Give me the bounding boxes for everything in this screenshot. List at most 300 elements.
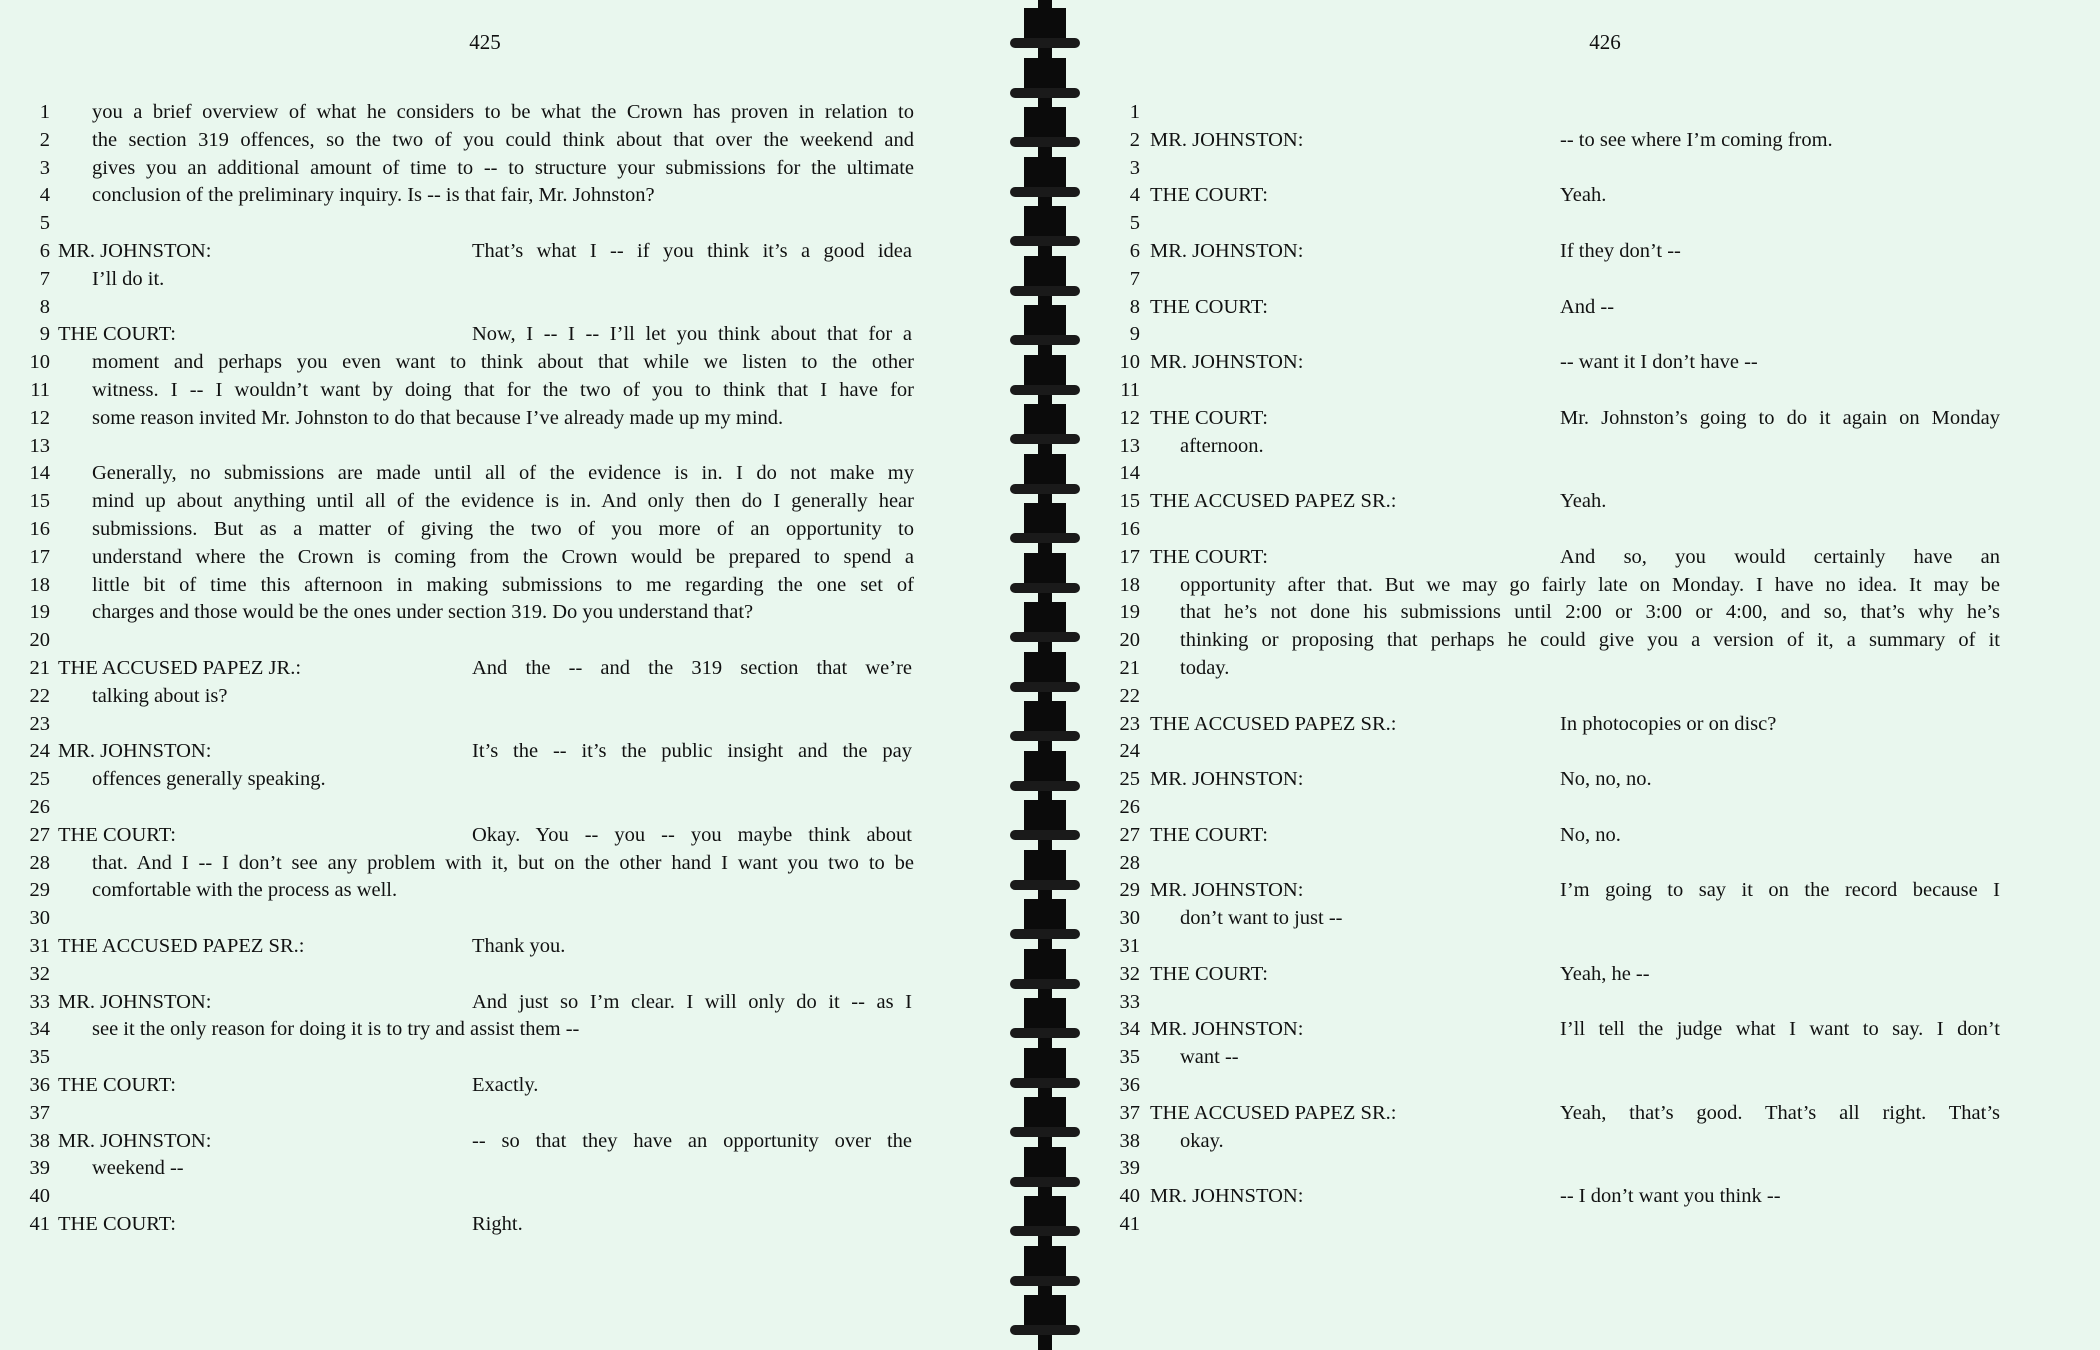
line-number: 3	[1129, 156, 1140, 179]
line-number: 18	[1119, 573, 1140, 596]
binding-coil	[1024, 157, 1066, 187]
transcript-line	[1090, 293, 2100, 321]
binding-ring	[1010, 880, 1080, 890]
line-number: 2	[39, 128, 50, 151]
speaker-label: THE COURT:	[1150, 962, 1268, 985]
line-text: It’s the -- it’s the public insight and the pay	[472, 740, 912, 763]
line-number: 34	[1119, 1018, 1140, 1041]
line-number: 27	[29, 823, 50, 846]
line-text: -- to see where I’m coming from.	[1560, 128, 1833, 151]
transcript-line	[0, 654, 1000, 682]
transcript-line	[1090, 904, 2100, 932]
speaker-label: THE COURT:	[58, 323, 176, 346]
line-text: Yeah.	[1560, 490, 1607, 513]
binding-ring	[1010, 731, 1080, 741]
line-text: some reason invited Mr. Johnston to do that because I’ve already made up my mind.	[92, 406, 784, 429]
line-text: -- so that they have an opportunity over the	[472, 1129, 912, 1152]
transcript-line	[0, 293, 1000, 321]
line-number: 1	[1129, 101, 1140, 123]
transcript-line	[1090, 181, 2100, 209]
binding-coil	[1024, 1097, 1066, 1127]
transcript-line	[0, 320, 1000, 348]
line-number: 22	[1119, 684, 1140, 707]
binding-ring	[1010, 335, 1080, 345]
line-number: 39	[1119, 1157, 1140, 1180]
speaker-label: THE ACCUSED PAPEZ SR.:	[1150, 490, 1397, 513]
transcript-line	[1090, 1210, 2100, 1238]
speaker-label: THE COURT:	[1150, 295, 1268, 318]
line-number: 16	[29, 518, 50, 540]
line-text: Exactly.	[472, 1074, 539, 1096]
line-number: 40	[1119, 1185, 1140, 1208]
line-number: 22	[29, 684, 50, 707]
line-text: thinking or proposing that perhaps he could give you a version of it, a summary of it	[1180, 629, 2000, 652]
line-text: That’s what I -- if you think it’s a good idea	[472, 240, 912, 262]
speaker-label: MR. JOHNSTON:	[58, 990, 212, 1013]
transcript-line	[1090, 237, 2100, 265]
transcript-line	[1090, 98, 2100, 126]
line-text: want --	[1180, 1046, 1239, 1069]
transcript-line	[1090, 793, 2100, 821]
binding-coil	[1024, 8, 1066, 38]
line-text: you a brief overview of what he considers to be what the Crown has proven in relation to	[92, 101, 914, 123]
transcript-page-right	[1090, 0, 2100, 1350]
line-text: No, no.	[1560, 823, 1621, 846]
line-number: 34	[29, 1018, 50, 1041]
speaker-label: MR. JOHNSTON:	[1150, 351, 1304, 374]
line-number: 23	[1119, 712, 1140, 735]
binding-coil	[1024, 1246, 1066, 1276]
transcript-line	[1090, 654, 2100, 682]
transcript-line	[0, 904, 1000, 932]
line-number: 4	[39, 184, 50, 207]
binding-coil	[1024, 58, 1066, 88]
line-text: that. And I -- I don’t see any problem with it, but on the other hand I want you two to be	[92, 851, 914, 874]
binding-coil	[1024, 751, 1066, 781]
speaker-label: MR. JOHNSTON:	[1150, 879, 1304, 902]
transcript-line	[1090, 1043, 2100, 1071]
line-number: 11	[1120, 379, 1140, 401]
transcript-line	[0, 487, 1000, 515]
speaker-label: THE COURT:	[58, 823, 176, 846]
binding-ring	[1010, 1028, 1080, 1038]
line-number: 7	[1129, 267, 1140, 290]
transcript-line	[0, 876, 1000, 904]
line-number: 9	[39, 323, 50, 346]
transcript-line	[1090, 1071, 2100, 1099]
line-number: 17	[1119, 545, 1140, 568]
transcript-line	[0, 710, 1000, 738]
line-text: If they don’t --	[1560, 240, 1681, 262]
transcript-line	[0, 1099, 1000, 1127]
transcript-line	[1090, 737, 2100, 765]
line-text: And the -- and the 319 section that we’re	[472, 657, 912, 679]
line-number: 25	[1119, 768, 1140, 791]
line-number: 41	[29, 1213, 50, 1235]
transcript-line	[1090, 1015, 2100, 1043]
transcript-line	[0, 1071, 1000, 1099]
line-number: 24	[1119, 740, 1140, 763]
speaker-label: THE COURT:	[1150, 184, 1268, 207]
binding-ring	[1010, 682, 1080, 692]
line-text: that he’s not done his submissions until 2:00 or 3:00 or 4:00, and so, that’s why he’s	[1180, 601, 2000, 624]
line-text: conclusion of the preliminary inquiry. Is -- is that fair, Mr. Johnston?	[92, 184, 655, 207]
line-text: talking about is?	[92, 684, 228, 707]
transcript-line	[0, 543, 1000, 571]
line-number: 4	[1129, 184, 1140, 207]
binding-coil	[1024, 701, 1066, 731]
binding-ring	[1010, 1127, 1080, 1137]
line-number: 41	[1119, 1213, 1140, 1235]
binding-ring	[1010, 137, 1080, 147]
line-text: In photocopies or on disc?	[1560, 712, 1777, 735]
line-text: Yeah, he --	[1560, 962, 1650, 985]
line-number: 31	[1119, 935, 1140, 957]
line-text: No, no, no.	[1560, 768, 1652, 791]
line-text: see it the only reason for doing it is to try and assist them --	[92, 1018, 580, 1041]
line-text: submissions. But as a matter of giving the two of you more of an opportunity to	[92, 518, 914, 540]
line-number: 27	[1119, 823, 1140, 846]
line-text: don’t want to just --	[1180, 907, 1343, 930]
line-number: 18	[29, 573, 50, 596]
transcript-line	[0, 932, 1000, 960]
transcript-line	[0, 571, 1000, 599]
binding-coil	[1024, 949, 1066, 979]
transcript-line	[1090, 1127, 2100, 1155]
line-number: 29	[1119, 879, 1140, 902]
transcript-line	[1090, 710, 2100, 738]
line-text: afternoon.	[1180, 434, 1264, 457]
line-number: 37	[1119, 1101, 1140, 1124]
transcript-line	[0, 960, 1000, 988]
line-number: 12	[1119, 406, 1140, 429]
transcript-line	[0, 821, 1000, 849]
transcript-line	[1090, 932, 2100, 960]
transcript-line	[0, 988, 1000, 1016]
line-number: 10	[1119, 351, 1140, 374]
line-number: 9	[1129, 323, 1140, 346]
transcript-line	[1090, 1182, 2100, 1210]
line-number: 35	[1119, 1046, 1140, 1069]
binding-ring	[1010, 1226, 1080, 1236]
line-number: 20	[29, 629, 50, 652]
line-number: 39	[29, 1157, 50, 1180]
line-number: 11	[30, 379, 50, 401]
speaker-label: THE COURT:	[58, 1213, 176, 1235]
line-number: 13	[29, 434, 50, 457]
binding-coil	[1024, 850, 1066, 880]
transcript-line	[0, 1015, 1000, 1043]
line-number: 12	[29, 406, 50, 429]
line-text: Generally, no submissions are made until all of the evidence is in. I do not make my	[92, 462, 914, 485]
transcript-line	[0, 1127, 1000, 1155]
line-text: mind up about anything until all of the evidence is in. And only then do I generally hear	[92, 490, 914, 513]
line-number: 30	[1119, 907, 1140, 930]
speaker-label: MR. JOHNSTON:	[58, 740, 212, 763]
line-text: -- I don’t want you think --	[1560, 1185, 1781, 1208]
binding-coil	[1024, 652, 1066, 682]
transcript-line	[1090, 543, 2100, 571]
line-number: 6	[1129, 240, 1140, 262]
line-number: 23	[29, 712, 50, 735]
transcript-line	[1090, 265, 2100, 293]
transcript-line	[0, 209, 1000, 237]
transcript-line	[0, 432, 1000, 460]
transcript-line	[0, 682, 1000, 710]
transcript-line	[1090, 154, 2100, 182]
binding-ring	[1010, 929, 1080, 939]
line-text: understand where the Crown is coming from the Crown would be prepared to spend a	[92, 545, 914, 568]
speaker-label: THE COURT:	[1150, 406, 1268, 429]
line-number: 30	[29, 907, 50, 930]
line-text: little bit of time this afternoon in making submissions to me regarding the one set of	[92, 573, 914, 596]
line-number: 5	[1129, 212, 1140, 235]
line-number: 36	[1119, 1074, 1140, 1096]
transcript-line	[1090, 571, 2100, 599]
transcript-line	[1090, 348, 2100, 376]
binding-ring	[1010, 187, 1080, 197]
line-text: And just so I’m clear. I will only do it -- as I	[472, 990, 912, 1013]
spiral-binding	[1000, 0, 1090, 1350]
binding-coil	[1024, 305, 1066, 335]
binding-coil	[1024, 256, 1066, 286]
transcript-line	[0, 348, 1000, 376]
page-number: 426	[1589, 30, 1621, 54]
line-number: 36	[29, 1074, 50, 1096]
line-number: 15	[1119, 490, 1140, 513]
transcript-line	[0, 98, 1000, 126]
transcript-line	[1090, 1154, 2100, 1182]
line-number: 24	[29, 740, 50, 763]
line-text: Yeah, that’s good. That’s all right. That’s	[1560, 1101, 2000, 1124]
transcript-line	[1090, 126, 2100, 154]
binding-ring	[1010, 38, 1080, 48]
transcript-line	[0, 1182, 1000, 1210]
transcript-line	[0, 598, 1000, 626]
binding-ring	[1010, 1078, 1080, 1088]
line-text: Thank you.	[472, 935, 566, 957]
speaker-label: THE COURT:	[58, 1074, 176, 1096]
transcript-page-left	[0, 0, 1000, 1350]
speaker-label: THE COURT:	[1150, 545, 1268, 568]
transcript-line	[0, 515, 1000, 543]
line-text: I’ll tell the judge what I want to say. I don’t	[1560, 1018, 2000, 1041]
line-number: 32	[29, 962, 50, 985]
speaker-label: THE ACCUSED PAPEZ SR.:	[58, 935, 305, 957]
transcript-line	[1090, 515, 2100, 543]
line-number: 31	[29, 935, 50, 957]
line-number: 15	[29, 490, 50, 513]
line-number: 26	[1119, 796, 1140, 818]
line-number: 14	[1119, 462, 1140, 485]
line-number: 32	[1119, 962, 1140, 985]
line-text: comfortable with the process as well.	[92, 879, 398, 902]
binding-coil	[1024, 602, 1066, 632]
transcript-line	[0, 459, 1000, 487]
line-number: 19	[1119, 601, 1140, 624]
binding-coil	[1024, 1295, 1066, 1325]
speaker-label: MR. JOHNSTON:	[1150, 1185, 1304, 1208]
speaker-label: THE ACCUSED PAPEZ SR.:	[1150, 1101, 1397, 1124]
speaker-label: THE ACCUSED PAPEZ JR.:	[58, 657, 302, 679]
line-number: 5	[39, 212, 50, 235]
transcript-line	[1090, 459, 2100, 487]
line-text: Now, I -- I -- I’ll let you think about that for a	[472, 323, 912, 346]
binding-coil	[1024, 1147, 1066, 1177]
transcript-line	[1090, 320, 2100, 348]
transcript-line	[1090, 1099, 2100, 1127]
line-number: 21	[29, 657, 50, 679]
line-number: 28	[1119, 851, 1140, 874]
line-number: 8	[39, 295, 50, 318]
line-number: 6	[39, 240, 50, 262]
transcript-line	[0, 237, 1000, 265]
line-number: 1	[39, 101, 50, 123]
transcript-line	[0, 154, 1000, 182]
line-number: 35	[29, 1046, 50, 1069]
line-number: 33	[29, 990, 50, 1013]
line-number: 33	[1119, 990, 1140, 1013]
transcript-line	[1090, 626, 2100, 654]
line-number: 38	[29, 1129, 50, 1152]
speaker-label: MR. JOHNSTON:	[1150, 128, 1304, 151]
line-number: 26	[29, 796, 50, 818]
binding-ring	[1010, 781, 1080, 791]
binding-coil	[1024, 800, 1066, 830]
line-text: offences generally speaking.	[92, 768, 326, 791]
line-number: 2	[1129, 128, 1140, 151]
binding-coil	[1024, 899, 1066, 929]
line-text: And so, you would certainly have an	[1560, 545, 2000, 568]
binding-ring	[1010, 236, 1080, 246]
transcript-line	[0, 849, 1000, 877]
line-text: Yeah.	[1560, 184, 1607, 207]
binding-coil	[1024, 998, 1066, 1028]
binding-coil	[1024, 404, 1066, 434]
transcript-line	[1090, 209, 2100, 237]
binding-ring	[1010, 286, 1080, 296]
binding-ring	[1010, 583, 1080, 593]
transcript-line	[1090, 487, 2100, 515]
transcript-line	[0, 404, 1000, 432]
transcript-line	[1090, 849, 2100, 877]
line-text: I’ll do it.	[92, 267, 165, 290]
transcript-line	[0, 765, 1000, 793]
speaker-label: MR. JOHNSTON:	[1150, 768, 1304, 791]
line-number: 7	[39, 267, 50, 290]
transcript-line	[0, 376, 1000, 404]
transcript-line	[0, 126, 1000, 154]
binding-ring	[1010, 830, 1080, 840]
transcript-line	[0, 265, 1000, 293]
line-text: -- want it I don’t have --	[1560, 351, 1758, 374]
transcript-line	[1090, 960, 2100, 988]
line-text: witness. I -- I wouldn’t want by doing that for the two of you to think that I have for	[92, 379, 914, 401]
binding-ring	[1010, 979, 1080, 989]
transcript-line	[1090, 376, 2100, 404]
transcript-line	[0, 1210, 1000, 1238]
line-number: 20	[1119, 629, 1140, 652]
transcript-line	[0, 1154, 1000, 1182]
line-number: 10	[29, 351, 50, 374]
line-text: weekend --	[92, 1157, 184, 1180]
transcript-line	[1090, 682, 2100, 710]
transcript-line	[0, 793, 1000, 821]
transcript-line	[1090, 598, 2100, 626]
binding-coil	[1024, 454, 1066, 484]
binding-coil	[1024, 1048, 1066, 1078]
speaker-label: THE COURT:	[1150, 823, 1268, 846]
line-text: I’m going to say it on the record because I	[1560, 879, 2000, 902]
line-number: 25	[29, 768, 50, 791]
binding-ring	[1010, 385, 1080, 395]
line-text: Mr. Johnston’s going to do it again on Monday	[1560, 406, 2000, 429]
speaker-label: MR. JOHNSTON:	[58, 1129, 212, 1152]
binding-ring	[1010, 1325, 1080, 1335]
line-text: Okay. You -- you -- you maybe think about	[472, 823, 912, 846]
line-number: 38	[1119, 1129, 1140, 1152]
transcript-line	[1090, 765, 2100, 793]
line-text: And --	[1560, 295, 1615, 318]
transcript-line	[0, 1043, 1000, 1071]
line-number: 14	[29, 462, 50, 485]
line-number: 17	[29, 545, 50, 568]
line-number: 40	[29, 1185, 50, 1208]
line-text: opportunity after that. But we may go fairly late on Monday. I have no idea. It may be	[1180, 573, 2000, 596]
transcript-line	[1090, 404, 2100, 432]
transcript-line	[1090, 821, 2100, 849]
binding-coil	[1024, 206, 1066, 236]
line-text: okay.	[1180, 1129, 1224, 1152]
speaker-label: MR. JOHNSTON:	[58, 240, 212, 262]
line-text: moment and perhaps you even want to think about that while we listen to the other	[92, 351, 914, 374]
transcript-line	[1090, 988, 2100, 1016]
line-number: 37	[29, 1101, 50, 1124]
binding-coil	[1024, 503, 1066, 533]
binding-ring	[1010, 533, 1080, 543]
line-text: the section 319 offences, so the two of you could think about that over the weekend and	[92, 128, 914, 151]
line-number: 16	[1119, 518, 1140, 540]
binding-coil	[1024, 107, 1066, 137]
binding-ring	[1010, 1276, 1080, 1286]
page-number: 425	[469, 30, 501, 54]
binding-coil	[1024, 553, 1066, 583]
line-number: 29	[29, 879, 50, 902]
binding-ring	[1010, 1177, 1080, 1187]
speaker-label: MR. JOHNSTON:	[1150, 1018, 1304, 1041]
transcript-line	[1090, 432, 2100, 460]
binding-coil	[1024, 355, 1066, 385]
line-number: 13	[1119, 434, 1140, 457]
line-number: 28	[29, 851, 50, 874]
speaker-label: MR. JOHNSTON:	[1150, 240, 1304, 262]
line-text: Right.	[472, 1213, 523, 1235]
line-number: 8	[1129, 295, 1140, 318]
line-number: 19	[29, 601, 50, 624]
transcript-line	[0, 737, 1000, 765]
line-text: charges and those would be the ones under section 319. Do you understand that?	[92, 601, 754, 624]
binding-coil	[1024, 1196, 1066, 1226]
line-text: gives you an additional amount of time to -- to structure your submissions for the ultimate	[92, 156, 914, 179]
transcript-line	[0, 181, 1000, 209]
binding-ring	[1010, 88, 1080, 98]
line-number: 21	[1119, 657, 1140, 679]
transcript-line	[1090, 876, 2100, 904]
line-text: today.	[1180, 657, 1230, 679]
transcript-line	[0, 626, 1000, 654]
binding-ring	[1010, 484, 1080, 494]
speaker-label: THE ACCUSED PAPEZ SR.:	[1150, 712, 1397, 735]
